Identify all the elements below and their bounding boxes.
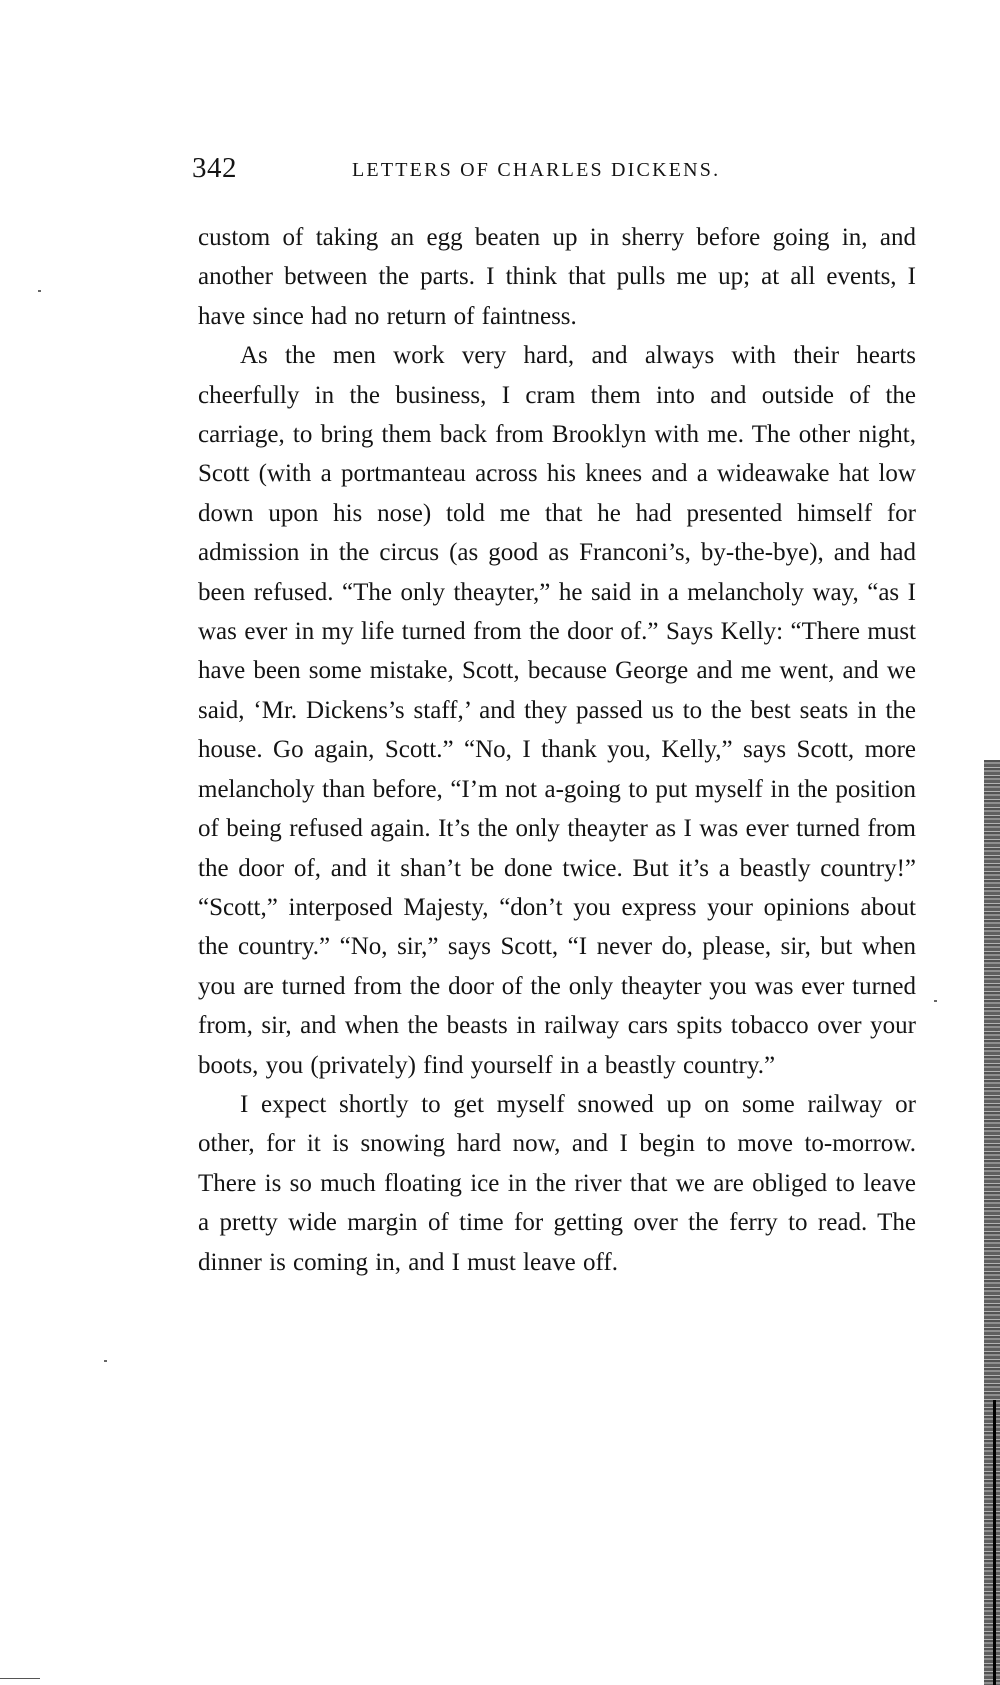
page-number: 342 bbox=[192, 152, 237, 184]
scan-bottom-line bbox=[0, 1678, 40, 1679]
scan-speck bbox=[104, 1360, 107, 1362]
paragraph-2: As the men work very hard, and always with their hearts cheerfully in the business, I cram them into and outside of the carriage, to bring them back from Brooklyn with me. The other night, Scott (with a portmanteau across his knees and a wideawake hat low down upon his nose) told me that he had presented himself for admission in the circus (as good as Franconi’s, by-the-bye), and had been refused. “The only theayter,” he said in a melancholy way, “as I was ever in my life turned from the door of.” Says Kelly: “There must have been some mistake, Scott, because George and me went, and we said, ‘Mr. Dickens’s staff,’ and they passed us to the best seats in the house. Go again, Scott.” “No, I thank you, Kelly,” says Scott, more melancholy than before, “I’m not a-going to put myself in the position of being refused again. It’s the only theayter as I was ever turned from the door of, and it shan’t be done twice. But it’s a beastly country!” “Scott,” interposed Majesty, “don’t you express your opinions about the country.” “No, sir,” says Scott, “I never do, please, sir, but when you are turned from the door of the only theayter you was ever turned from, sir, and when the beasts in railway cars spits tobacco over your boots, you (privately) find yourself in a beastly country.” bbox=[198, 342, 916, 1079]
running-head: LETTERS OF CHARLES DICKENS. bbox=[352, 159, 721, 181]
scan-speck bbox=[934, 1000, 937, 1002]
scan-edge-line bbox=[993, 1400, 996, 1685]
paragraph-1: custom of taking an egg beaten up in sherry before going in, and another between the parts. I think that pulls me up; at all events, I have since had no return of faintness. bbox=[198, 224, 916, 330]
page-header bbox=[192, 152, 916, 192]
scan-speck bbox=[38, 290, 41, 292]
body-text bbox=[198, 218, 916, 1282]
scan-edge-shadow bbox=[984, 760, 1000, 1685]
paragraph-3: I expect shortly to get myself snowed up on some railway or other, for it is snowing hard now, and I begin to move to-morrow. There is so much floating ice in the river that we are obliged to leave a pretty wide margin of time for getting over the ferry to read. The dinner is coming in, and I must leave off. bbox=[198, 1090, 916, 1276]
